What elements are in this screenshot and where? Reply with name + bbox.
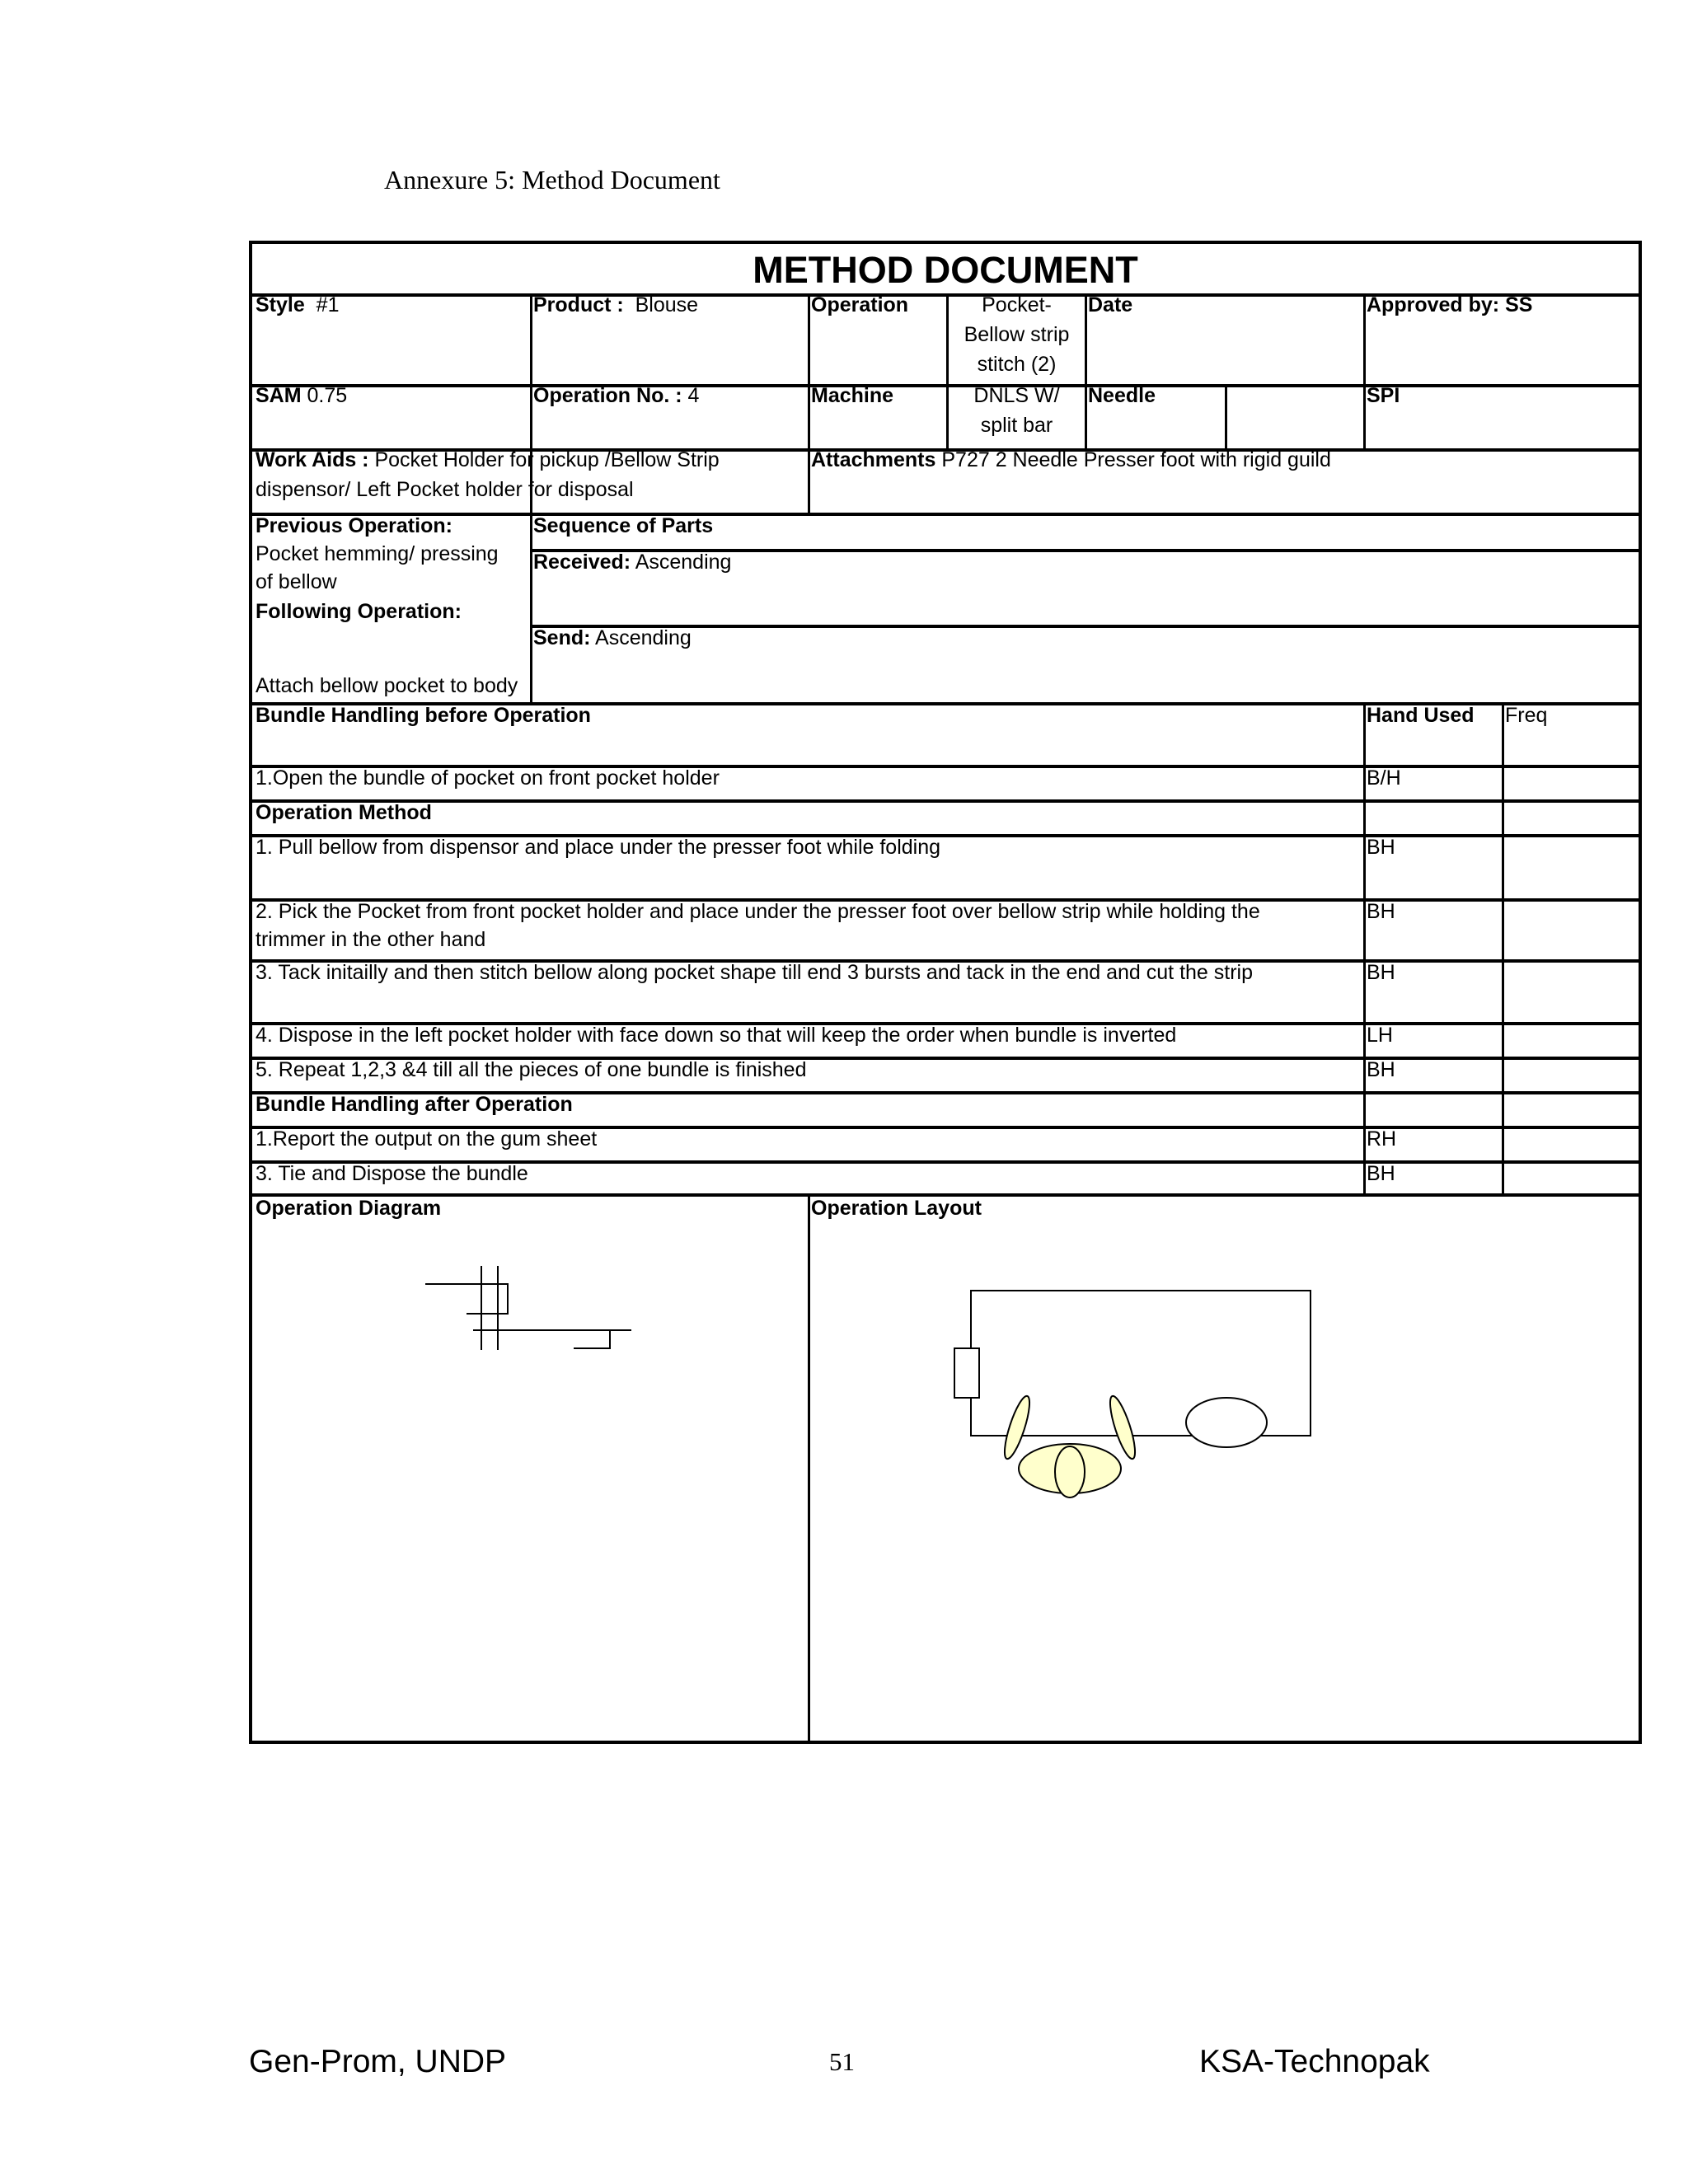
sequence-of-parts-label: Sequence of Parts bbox=[533, 514, 714, 537]
hand-cell: LH bbox=[1367, 1024, 1393, 1047]
operation-layout-drawing bbox=[895, 1282, 1357, 1538]
operation-diagram-label: Operation Diagram bbox=[256, 1197, 442, 1220]
operation-label: Operation bbox=[811, 293, 909, 316]
operator-right-arm bbox=[1105, 1394, 1140, 1461]
table-row: 1.Report the output on the gum sheet bbox=[256, 1127, 598, 1151]
table-row: 3. Tack initailly and then stitch bellow along pocket shape till end 3 bursts and tack in the end and cut the strip bbox=[256, 961, 1253, 984]
table-row: 1.Open the bundle of pocket on front pocket holder bbox=[256, 766, 720, 790]
approved-by: Approved by: SS bbox=[1367, 293, 1533, 316]
operation-diagram-drawing bbox=[417, 1258, 631, 1357]
work-aids: Work Aids : Pocket Holder for pickup /Bellow Strip dispensor/ Left Pocket holder for disposal bbox=[256, 448, 720, 501]
bundle-before-header: Bundle Handling before Operation bbox=[256, 704, 591, 727]
needle-label: Needle bbox=[1088, 384, 1156, 407]
table-row: 4. Dispose in the left pocket holder with face down so that will keep the order when bundle is inverted bbox=[256, 1024, 1177, 1047]
operation-layout-label: Operation Layout bbox=[811, 1197, 982, 1220]
annexure-title: Annexure 5: Method Document bbox=[384, 165, 720, 194]
method-document-table bbox=[249, 241, 1642, 1744]
table-row: 2. Pick the Pocket from front pocket holder and place under the presser foot over bellow strip while holding the bbox=[256, 900, 1260, 923]
style-field: Style #1 bbox=[256, 293, 340, 316]
hand-cell: BH bbox=[1367, 1162, 1395, 1185]
operation-method-heading: Operation Method bbox=[256, 801, 432, 824]
table-row: 3. Tie and Dispose the bundle bbox=[256, 1162, 528, 1185]
previous-operation-label: Previous Operation: bbox=[256, 514, 452, 537]
hand-cell: BH bbox=[1367, 1058, 1395, 1081]
table-row-continued: trimmer in the other hand bbox=[256, 928, 486, 951]
attachments: Attachments P727 2 Needle Presser foot with rigid guild bbox=[811, 448, 1331, 471]
freq-header: Freq bbox=[1505, 704, 1548, 727]
bundle-after-heading: Bundle Handling after Operation bbox=[256, 1093, 573, 1116]
hand-cell: BH bbox=[1367, 836, 1395, 859]
following-operation-value: Attach bellow pocket to body bbox=[256, 674, 518, 697]
hand-used-header: Hand Used bbox=[1367, 704, 1475, 727]
machine-value: DNLS W/ split bar bbox=[973, 384, 1060, 437]
document-title: METHOD DOCUMENT bbox=[753, 249, 1138, 291]
sam-field: SAM 0.75 bbox=[256, 384, 348, 407]
page-number: 51 bbox=[829, 2047, 855, 2076]
received-field: Received: Ascending bbox=[533, 551, 732, 574]
date-label: Date bbox=[1088, 293, 1133, 316]
operator-left-arm bbox=[1000, 1394, 1034, 1461]
table-row: 5. Repeat 1,2,3 &4 till all the pieces of one bundle is finished bbox=[256, 1058, 807, 1081]
machine-label: Machine bbox=[811, 384, 894, 407]
following-operation-label: Following Operation: bbox=[256, 600, 462, 623]
previous-operation-value: Pocket hemming/ pressing bbox=[256, 542, 499, 565]
operator-head bbox=[1055, 1446, 1085, 1497]
machine-box bbox=[954, 1348, 979, 1398]
product-field: Product : Blouse bbox=[533, 293, 699, 316]
bundle-oval bbox=[1186, 1398, 1267, 1447]
hand-cell: B/H bbox=[1367, 766, 1401, 790]
hand-cell: BH bbox=[1367, 900, 1395, 923]
footer-right: KSA-Technopak bbox=[1199, 2044, 1430, 2079]
hand-cell: BH bbox=[1367, 961, 1395, 984]
previous-operation-value-2: of bellow bbox=[256, 570, 337, 593]
operation-no-field: Operation No. : 4 bbox=[533, 384, 700, 407]
table-row: 1. Pull bellow from dispensor and place under the presser foot while folding bbox=[256, 836, 941, 859]
spi-label: SPI bbox=[1367, 384, 1400, 407]
operation-value: Pocket- Bellow strip stitch (2) bbox=[964, 293, 1070, 376]
send-field: Send: Ascending bbox=[533, 626, 692, 649]
footer-left: Gen-Prom, UNDP bbox=[249, 2044, 507, 2079]
hand-cell: RH bbox=[1367, 1127, 1397, 1151]
